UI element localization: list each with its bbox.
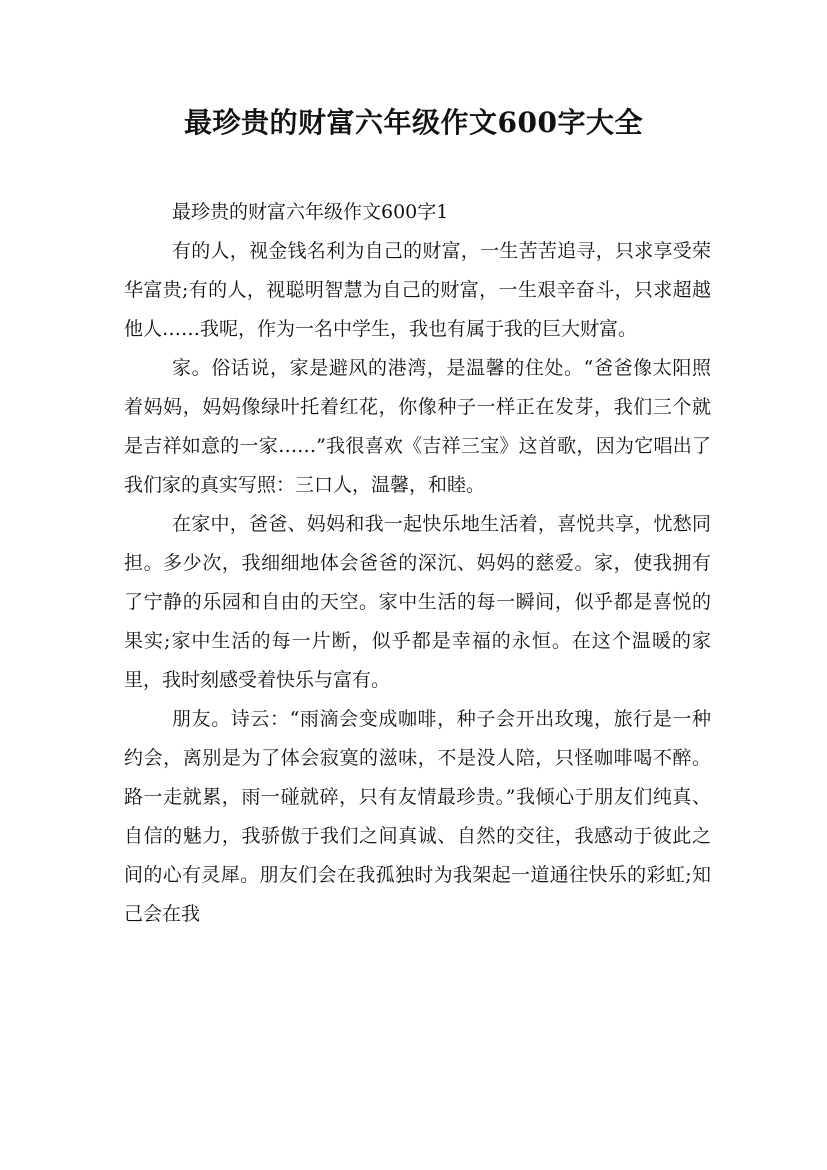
paragraph-friends: 朋友。诗云：“雨滴会变成咖啡，种子会开出玫瑰，旅行是一种约会，离别是为了体会寂寞的滋味，不是没人陪，只怪咖啡喝不醉。路一走就累，雨一碰就碎，只有友情最珍贵。”我倾心于朋友们纯真、自信的魅力，我骄傲于我们之间真诚、自然的交往，我感动于彼此之间的心有灵犀。朋友们会在我孤独时为我架起一道通往快乐的彩虹;知己会在我 xyxy=(124,708,711,925)
section-subtitle: 最珍贵的财富六年级作文600字1 xyxy=(172,201,449,223)
paragraph-family-life: 在家中，爸爸、妈妈和我一起快乐地生活着，喜悦共享，忧愁同担。多少次，我细细地体会爸爸的深沉、妈妈的慈爱。家，使我拥有了宁静的乐园和自由的天空。家中生活的每一瞬间，似乎都是喜悦的果实;家中生活的每一片断，似乎都是幸福的永恒。在这个温暖的家里，我时刻感受着快乐与富有。 xyxy=(124,513,711,691)
paragraph-family: 家。俗话说，家是避风的港湾，是温馨的住处。“爸爸像太阳照着妈妈，妈妈像绿叶托着红花，你像种子一样正在发芽，我们三个就是吉祥如意的一家……”我很喜欢《吉祥三宝》这首歌，因为它唱出了我们家的真实写照：三口人，温馨，和睦。 xyxy=(124,357,711,496)
document-body xyxy=(124,193,711,934)
paragraph-intro: 有的人，视金钱名利为自己的财富，一生苦苦追寻，只求享受荣华富贵;有的人，视聪明智慧为自己的财富，一生艰辛奋斗，只求超越他人……我呢，作为一名中学生，我也有属于我的巨大财富。 xyxy=(124,240,711,340)
document-title: 最珍贵的财富六年级作文600字大全 xyxy=(184,106,643,139)
